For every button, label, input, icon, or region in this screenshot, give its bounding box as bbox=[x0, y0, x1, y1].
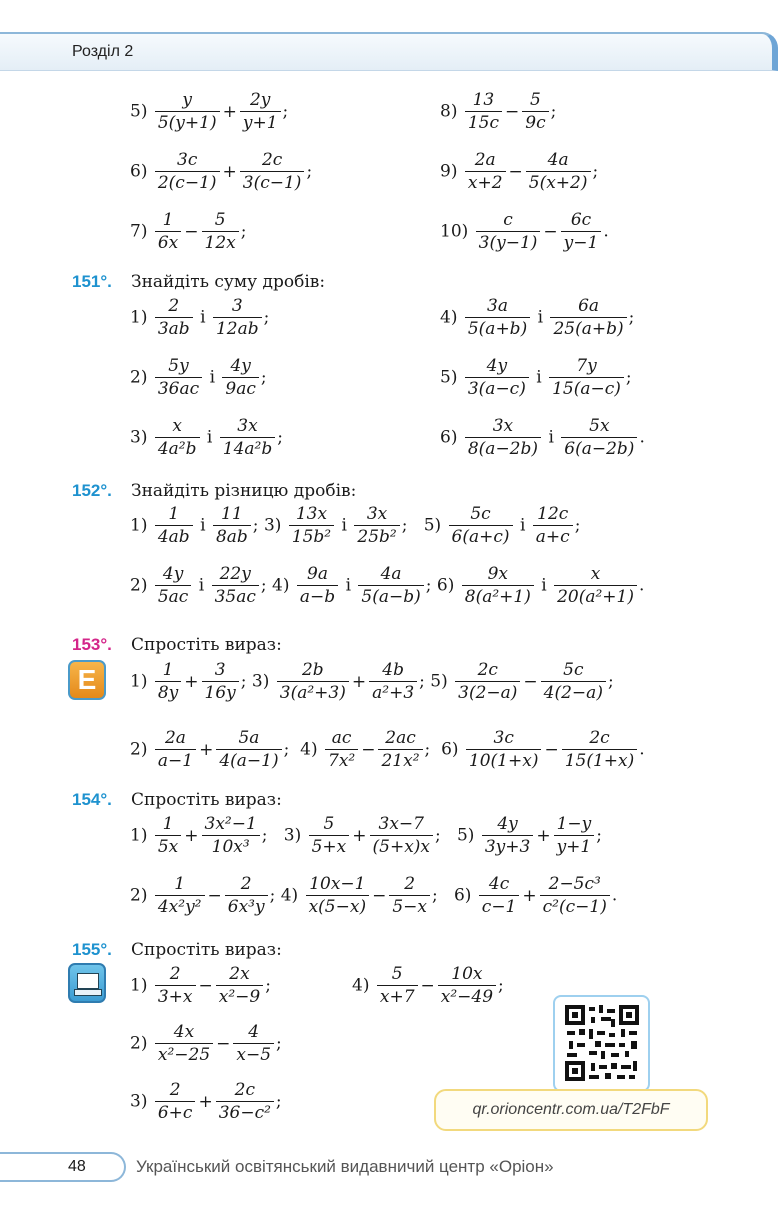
section-title: Розділ 2 bbox=[72, 43, 134, 60]
task-number-152: 152°. bbox=[72, 481, 112, 500]
exercise-155-2: 2) $\frac{4x}{\text{x²−25}}$ − $\frac{4}{x-5}$ ; bbox=[130, 1022, 282, 1065]
exercise-154-row1: 1) $\frac{1}{5x}$ + $\frac{\text{3x²−1}}{\text{10x³}}$ ; 3) $\frac{5}{5+x}$ + $\frac{3x-7}{(5+x)x}$ ; 5) $\frac{4y}{3y+3}$ + $\frac{1-y}{y+1}$ ; bbox=[130, 814, 602, 857]
task-text-155: Спростіть вираз: bbox=[131, 940, 282, 960]
qr-link[interactable]: qr.orioncentr.com.ua/T2FbF bbox=[472, 1101, 670, 1118]
page-number: 48 bbox=[68, 1158, 86, 1175]
exercise-155-4: 4) $\frac{5}{x+7}$ − $\frac{10x}{\text{x²−49}}$ ; bbox=[352, 964, 504, 1007]
computer-icon[interactable] bbox=[68, 963, 106, 1003]
task-number-154: 154°. bbox=[72, 790, 112, 809]
exercise-155-1: 1) $\frac{2}{3+x}$ − $\frac{2x}{\text{x²−9}}$ ; bbox=[130, 964, 271, 1007]
task-number-153: 153°. bbox=[72, 635, 112, 654]
exercise-150-10: 10) $\frac{c}{3(y-1)}$ − $\frac{6c}{y-1}$ . bbox=[440, 210, 609, 253]
exercise-150-8: 8) $\frac{13}{15c}$ − $\frac{5}{9c}$ ; bbox=[440, 90, 557, 133]
exercise-150-5: 5) $\frac{y}{5(y+1)}$ + $\frac{2y}{y+1}$ ; bbox=[130, 90, 289, 133]
exercise-154-row2: 2) $\frac{1}{\text{4x²y²}}$ − $\frac{2}{\text{6x³y}}$ ; 4) $\frac{10x-1}{x(5-x)}$ − $\frac{2}{5-x}$ ; 6) $\frac{4c}{c-1}$ + $\frac{\text{2−5c³}}{\text{c²(c−1)}}$ . bbox=[130, 874, 618, 917]
task-text-153: Спростіть вираз: bbox=[131, 635, 282, 655]
exercise-150-6: 6) $\frac{3c}{2(c-1)}$ + $\frac{2c}{3(c-1)}$ ; bbox=[130, 150, 313, 193]
exercise-151-4: 4) $\frac{3a}{5(a+b)}$ і $\frac{6a}{25(a+b)}$ ; bbox=[440, 296, 635, 339]
task-number-151: 151°. bbox=[72, 272, 112, 291]
publisher-name: Український освітянський видавничий центр «Оріон» bbox=[136, 1157, 554, 1176]
task-text-152: Знайдіть різницю дробів: bbox=[131, 481, 357, 501]
qr-code[interactable] bbox=[553, 995, 650, 1092]
exercise-151-2: 2) $\frac{5y}{36ac}$ і $\frac{4y}{9ac}$ ; bbox=[130, 356, 267, 399]
exercise-151-6: 6) $\frac{3x}{8(a-2b)}$ і $\frac{5x}{6(a-2b)}$ . bbox=[440, 416, 645, 459]
e-learning-icon[interactable]: E bbox=[68, 660, 106, 700]
exercise-155-3: 3) $\frac{2}{6+c}$ + $\frac{2c}{\text{36−c²}}$ ; bbox=[130, 1080, 282, 1123]
exercise-151-1: 1) $\frac{2}{3ab}$ і $\frac{3}{12ab}$ ; bbox=[130, 296, 270, 339]
task-text-154: Спростіть вираз: bbox=[131, 790, 282, 810]
task-text-151: Знайдіть суму дробів: bbox=[131, 272, 326, 292]
exercise-153-row2: 2) $\frac{2a}{a-1}$ + $\frac{5a}{4(a-1)}$ ; 4) $\frac{ac}{\text{7x²}}$ − $\frac{2ac}{\text{21x²}}$ ; 6) $\frac{3c}{10(1+x)}$ − $\frac{2c}{15(1+x)}$ . bbox=[130, 728, 645, 771]
exercise-152-row1: 1) $\frac{1}{4ab}$ і $\frac{11}{8ab}$ ; 3) $\frac{13x}{\text{15b²}}$ і $\frac{3x}{\text{25b²}}$ ; 5) $\frac{5c}{6(a+c)}$ і $\frac{12c}{a+c}$ ; bbox=[130, 504, 581, 547]
exercise-151-5: 5) $\frac{4y}{3(a-c)}$ і $\frac{7y}{15(a-c)}$ ; bbox=[440, 356, 632, 399]
page-header bbox=[0, 32, 778, 71]
exercise-150-7: 7) $\frac{1}{6x}$ − $\frac{5}{12x}$ ; bbox=[130, 210, 247, 253]
task-number-155: 155°. bbox=[72, 940, 112, 959]
exercise-153-row1: 1) $\frac{1}{8y}$ + $\frac{3}{16y}$ ; 3) $\frac{2b}{\text{3(a²+3)}}$ + $\frac{4b}{\text{a²+3}}$ ; 5) $\frac{2c}{3(2-a)}$ − $\frac{5c}{4(2-a)}$ ; bbox=[130, 660, 614, 703]
qr-pattern bbox=[565, 1005, 639, 1081]
page-number-tab bbox=[0, 1152, 126, 1182]
qr-link-box[interactable] bbox=[434, 1089, 708, 1131]
exercise-150-9: 9) $\frac{2a}{x+2}$ − $\frac{4a}{5(x+2)}$ ; bbox=[440, 150, 599, 193]
exercise-152-row2: 2) $\frac{4y}{5ac}$ і $\frac{22y}{35ac}$ ; 4) $\frac{9a}{a-b}$ і $\frac{4a}{5(a-b)}$ ; 6) $\frac{9x}{\text{8(a²+1)}}$ і $\frac{x}{\text{20(a²+1)}}$ . bbox=[130, 564, 645, 607]
exercise-151-3: 3) $\frac{x}{\text{4a²b}}$ і $\frac{3x}{\text{14a²b}}$ ; bbox=[130, 416, 283, 459]
